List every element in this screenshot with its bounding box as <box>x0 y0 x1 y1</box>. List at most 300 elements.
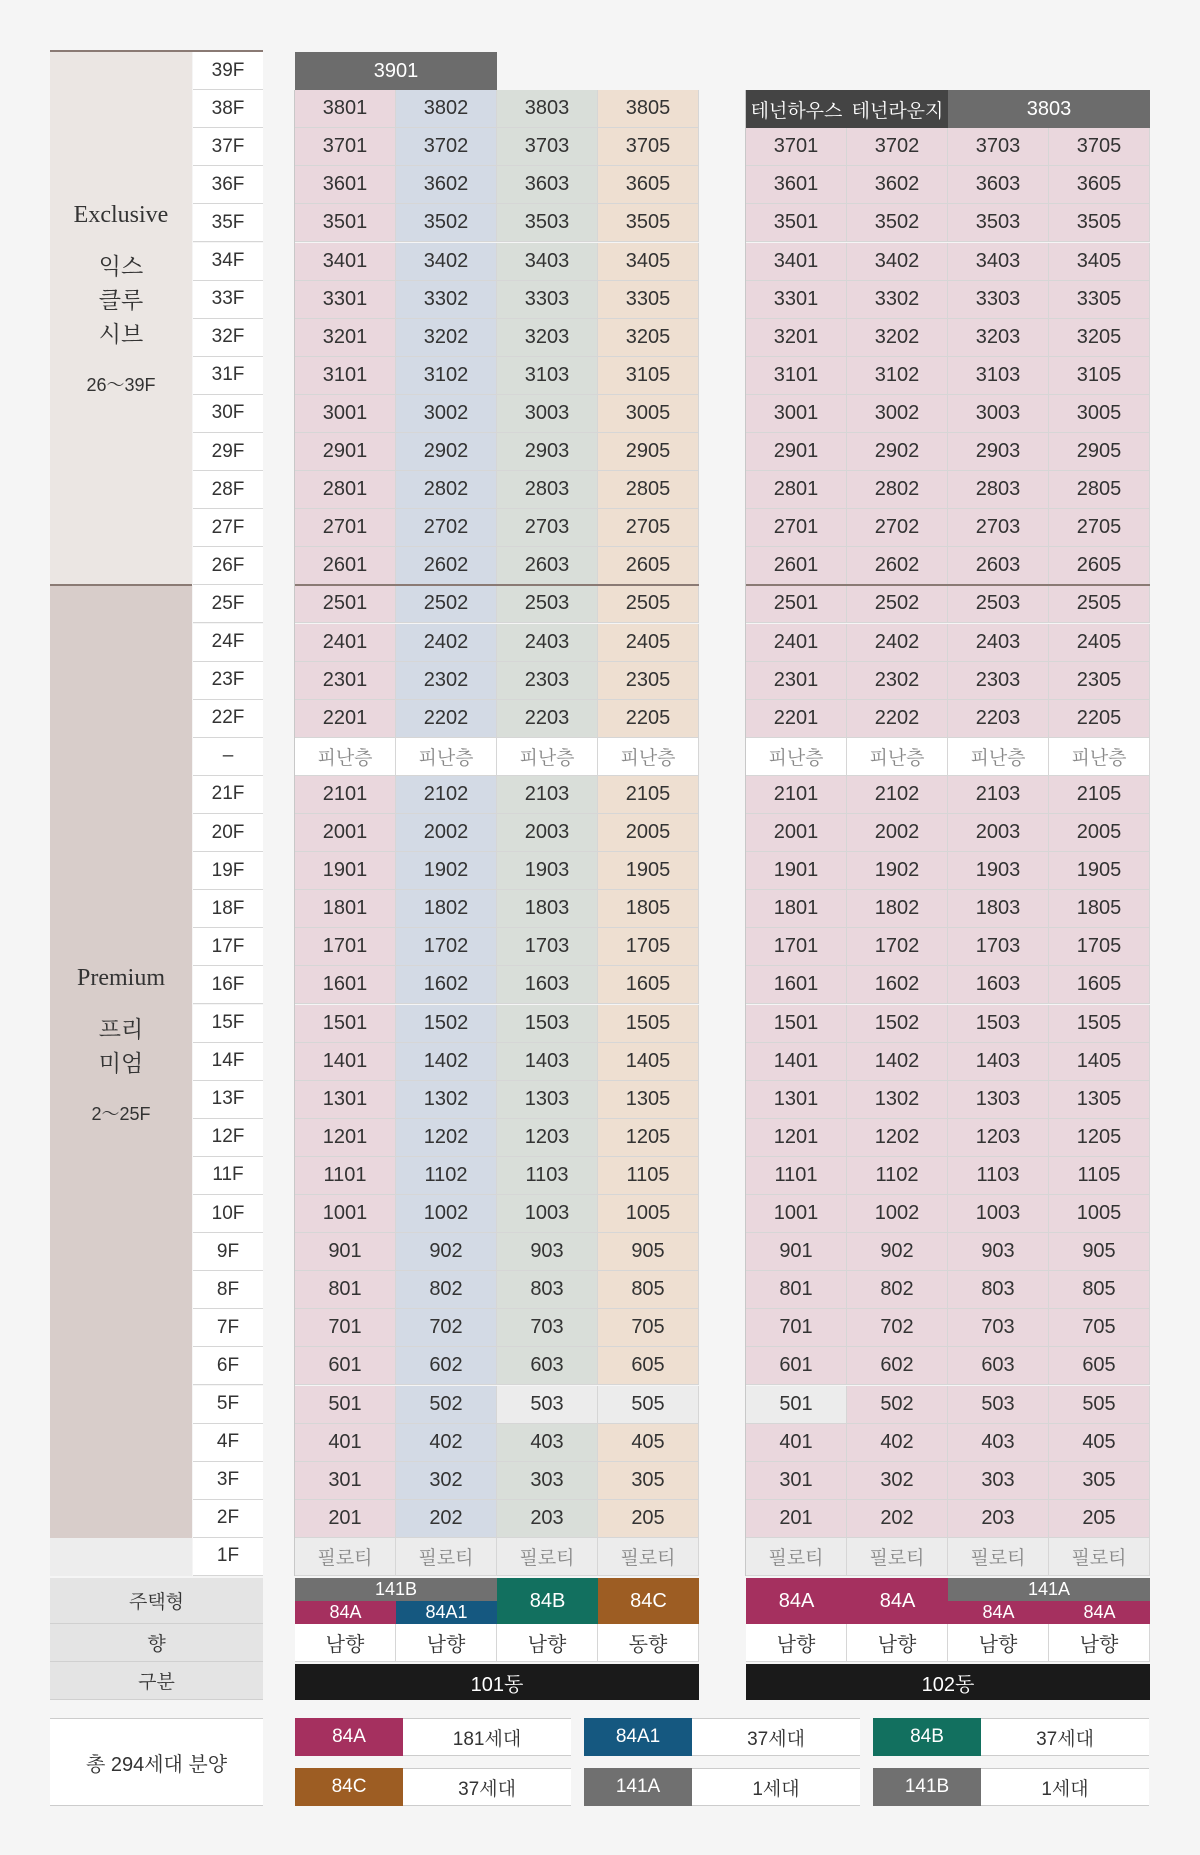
unit-cell: 705 <box>1049 1309 1150 1347</box>
unit-cell: 801 <box>746 1271 847 1309</box>
unit-cell: 3202 <box>396 319 497 357</box>
unit-cell: 2301 <box>746 662 847 700</box>
unit-cell: 701 <box>295 1309 396 1347</box>
floor-label: 15F <box>193 1005 263 1043</box>
unit-cell: 1601 <box>295 966 396 1004</box>
direction-cell: 남향 <box>847 1624 948 1662</box>
unit-cell: 2301 <box>295 662 396 700</box>
unit-cell: 302 <box>396 1462 497 1500</box>
unit-cell: 1302 <box>396 1081 497 1119</box>
unit-cell: 3703 <box>497 128 598 166</box>
unit-cell: 1001 <box>746 1195 847 1233</box>
unit-cell: 1101 <box>746 1157 847 1195</box>
unit-cell: 1705 <box>598 928 699 966</box>
legend-count-84C: 37세대 <box>403 1768 571 1806</box>
legend-type-84A1: 84A1 <box>584 1718 692 1756</box>
unit-cell: 2203 <box>948 700 1049 738</box>
unit-cell: 3602 <box>396 166 497 204</box>
floor-label: 8F <box>193 1271 263 1309</box>
unit-cell: 2502 <box>396 585 497 623</box>
unit-cell: 1401 <box>295 1043 396 1081</box>
type-141A: 141A <box>948 1578 1150 1601</box>
unit-cell: 3805 <box>598 90 699 128</box>
unit-cell: 1402 <box>847 1043 948 1081</box>
unit-cell: 1703 <box>948 928 1049 966</box>
unit-cell: 2305 <box>1049 662 1150 700</box>
unit-cell: 1703 <box>497 928 598 966</box>
unit-cell: 3103 <box>497 357 598 395</box>
unit-cell: 2901 <box>746 433 847 471</box>
unit-cell: 3703 <box>948 128 1049 166</box>
unit-cell: 2603 <box>948 547 1049 585</box>
unit-cell: 3203 <box>497 319 598 357</box>
unit-cell: 301 <box>295 1462 396 1500</box>
unit-cell: 3603 <box>497 166 598 204</box>
legend-count-141B: 1세대 <box>981 1768 1149 1806</box>
unit-cell: 1605 <box>1049 966 1150 1004</box>
floor-label: 38F <box>193 90 263 128</box>
type-84C: 84C <box>598 1578 699 1624</box>
unit-cell: 805 <box>1049 1271 1150 1309</box>
unit-cell: 3005 <box>1049 395 1150 433</box>
unit-cell: 1801 <box>746 890 847 928</box>
building-name-b102: 102동 <box>746 1664 1150 1700</box>
unit-cell: 403 <box>497 1424 598 1462</box>
unit-cell: 2502 <box>847 585 948 623</box>
unit-cell: 202 <box>396 1500 497 1538</box>
unit-cell: 1702 <box>847 928 948 966</box>
unit-cell: 3503 <box>497 204 598 242</box>
floor-label: 23F <box>193 662 263 700</box>
unit-cell: 905 <box>598 1233 699 1271</box>
section-exclusive <box>50 52 192 585</box>
unit-cell: 301 <box>746 1462 847 1500</box>
unit-cell: 501 <box>295 1386 396 1424</box>
unit-cell: 3405 <box>1049 243 1150 281</box>
unit-cell: 2803 <box>948 471 1049 509</box>
unit-cell: 2101 <box>295 776 396 814</box>
unit-cell: 3802 <box>396 90 497 128</box>
unit-cell: 1205 <box>1049 1119 1150 1157</box>
piloti-cell: 필로티 <box>948 1538 1049 1576</box>
floor-label: 5F <box>193 1386 263 1424</box>
section-floor-range: 26～39F <box>86 375 156 395</box>
floor-label: 19F <box>193 852 263 890</box>
unit-cell: 3401 <box>295 243 396 281</box>
unit-cell: 1801 <box>295 890 396 928</box>
floor-label: 10F <box>193 1195 263 1233</box>
section-title-en: Exclusive <box>73 202 169 228</box>
unit-cell: 2902 <box>396 433 497 471</box>
unit-cell: 2902 <box>847 433 948 471</box>
unit-cell: 2802 <box>396 471 497 509</box>
unit-cell: 2001 <box>746 814 847 852</box>
unit-cell: 1603 <box>497 966 598 1004</box>
unit-cell: 2003 <box>497 814 598 852</box>
unit-3803-102: 3803 <box>948 90 1150 128</box>
unit-cell: 2201 <box>295 700 396 738</box>
unit-cell: 1505 <box>598 1005 699 1043</box>
section-title-ko <box>99 1012 143 1080</box>
unit-cell: 1902 <box>396 852 497 890</box>
floor-label: 26F <box>193 547 263 585</box>
floor-label: 35F <box>193 204 263 242</box>
floor-label: 36F <box>193 166 263 204</box>
unit-cell: 2305 <box>598 662 699 700</box>
floor-label: 28F <box>193 471 263 509</box>
unit-cell: 3105 <box>598 357 699 395</box>
floor-label: 1F <box>193 1538 263 1576</box>
unit-cell: 3402 <box>396 243 497 281</box>
unit-cell: 502 <box>847 1386 948 1424</box>
unit-cell: 3003 <box>497 395 598 433</box>
unit-cell: 3403 <box>948 243 1049 281</box>
unit-cell: 3605 <box>1049 166 1150 204</box>
unit-cell: 2003 <box>948 814 1049 852</box>
legend-count-84B: 37세대 <box>981 1718 1149 1756</box>
unit-cell: 1901 <box>295 852 396 890</box>
section-title-en: Premium <box>77 965 165 992</box>
unit-cell: 3103 <box>948 357 1049 395</box>
unit-cell: 1203 <box>948 1119 1049 1157</box>
unit-cell: 1902 <box>847 852 948 890</box>
unit-cell: 903 <box>497 1233 598 1271</box>
unit-cell: 602 <box>396 1347 497 1385</box>
unit-cell: 1403 <box>497 1043 598 1081</box>
type-84A: 84A <box>295 1601 396 1624</box>
section-divider <box>50 584 192 586</box>
unit-cell: 1103 <box>948 1157 1049 1195</box>
unit-cell: 902 <box>847 1233 948 1271</box>
unit-cell: 3801 <box>295 90 396 128</box>
unit-cell: 603 <box>948 1347 1049 1385</box>
unit-cell: 3502 <box>396 204 497 242</box>
unit-cell: 705 <box>598 1309 699 1347</box>
floor-label: 20F <box>193 814 263 852</box>
unit-cell: 1701 <box>746 928 847 966</box>
legend-type-84A: 84A <box>295 1718 403 1756</box>
refuge-floor-cell: 피난층 <box>396 738 497 776</box>
unit-cell: 305 <box>1049 1462 1150 1500</box>
unit-cell: 2903 <box>948 433 1049 471</box>
unit-cell: 2101 <box>746 776 847 814</box>
type-84A: 84A <box>847 1578 948 1624</box>
row-label-direction: 향 <box>50 1624 263 1662</box>
unit-cell: 2701 <box>295 509 396 547</box>
unit-cell: 2701 <box>746 509 847 547</box>
row-label-type: 주택형 <box>50 1578 263 1624</box>
unit-cell: 501 <box>746 1386 847 1424</box>
unit-cell: 601 <box>295 1347 396 1385</box>
unit-cell: 803 <box>497 1271 598 1309</box>
unit-cell: 802 <box>847 1271 948 1309</box>
direction-cell: 남향 <box>497 1624 598 1662</box>
unit-cell: 2805 <box>598 471 699 509</box>
unit-cell: 2802 <box>847 471 948 509</box>
floor-label: 3F <box>193 1462 263 1500</box>
floor-label: 16F <box>193 966 263 1004</box>
piloti-cell: 필로티 <box>295 1538 396 1576</box>
unit-cell: 2602 <box>847 547 948 585</box>
floor-label: 6F <box>193 1347 263 1385</box>
unit-cell: 3602 <box>847 166 948 204</box>
unit-cell: 2705 <box>598 509 699 547</box>
unit-cell: 205 <box>598 1500 699 1538</box>
refuge-floor-cell: 피난층 <box>598 738 699 776</box>
unit-cell: 2503 <box>948 585 1049 623</box>
unit-cell: 3302 <box>847 281 948 319</box>
unit-cell: 1802 <box>847 890 948 928</box>
unit-cell: 1205 <box>598 1119 699 1157</box>
unit-cell: 2203 <box>497 700 598 738</box>
unit-cell: 1901 <box>746 852 847 890</box>
unit-cell: 1302 <box>847 1081 948 1119</box>
piloti-cell: 필로티 <box>847 1538 948 1576</box>
unit-cell: 505 <box>1049 1386 1150 1424</box>
unit-cell: 3002 <box>396 395 497 433</box>
unit-cell: 201 <box>746 1500 847 1538</box>
unit-cell: 3505 <box>598 204 699 242</box>
refuge-floor-cell: 피난층 <box>847 738 948 776</box>
unit-cell: 1802 <box>396 890 497 928</box>
unit-cell: 902 <box>396 1233 497 1271</box>
unit-cell: 1003 <box>497 1195 598 1233</box>
unit-cell: 405 <box>1049 1424 1150 1462</box>
unit-cell: 3303 <box>948 281 1049 319</box>
unit-cell: 2702 <box>847 509 948 547</box>
unit-cell: 2805 <box>1049 471 1150 509</box>
unit-cell: 2601 <box>746 547 847 585</box>
floor-label: 37F <box>193 128 263 166</box>
unit-cell: 2303 <box>497 662 598 700</box>
unit-cell: 901 <box>746 1233 847 1271</box>
unit-cell: 1602 <box>396 966 497 1004</box>
unit-cell: 401 <box>295 1424 396 1462</box>
unit-cell: 3505 <box>1049 204 1150 242</box>
unit-cell: 3203 <box>948 319 1049 357</box>
unit-cell: 402 <box>847 1424 948 1462</box>
refuge-floor-cell: 피난층 <box>1049 738 1150 776</box>
unit-cell: 1202 <box>396 1119 497 1157</box>
unit-cell: 2703 <box>497 509 598 547</box>
unit-cell: 703 <box>497 1309 598 1347</box>
unit-cell: 3305 <box>598 281 699 319</box>
unit-cell: 3201 <box>295 319 396 357</box>
unit-cell: 3401 <box>746 243 847 281</box>
unit-cell: 2102 <box>847 776 948 814</box>
unit-cell: 3402 <box>847 243 948 281</box>
unit-cell: 2803 <box>497 471 598 509</box>
unit-cell: 1301 <box>746 1081 847 1119</box>
unit-cell: 203 <box>948 1500 1049 1538</box>
unit-cell: 2505 <box>1049 585 1150 623</box>
unit-cell: 3403 <box>497 243 598 281</box>
floor-label: 21F <box>193 776 263 814</box>
unit-cell: 1501 <box>295 1005 396 1043</box>
unit-cell: 1501 <box>746 1005 847 1043</box>
unit-cell: 702 <box>847 1309 948 1347</box>
unit-cell: 205 <box>1049 1500 1150 1538</box>
floor-label: 18F <box>193 890 263 928</box>
unit-cell: 3501 <box>295 204 396 242</box>
unit-cell: 605 <box>598 1347 699 1385</box>
unit-cell: 1905 <box>1049 852 1150 890</box>
legend-count-84A: 181세대 <box>403 1718 571 1756</box>
unit-cell: 2405 <box>1049 624 1150 662</box>
unit-cell: 2705 <box>1049 509 1150 547</box>
unit-cell: 3803 <box>497 90 598 128</box>
unit-cell: 3202 <box>847 319 948 357</box>
unit-cell: 2103 <box>497 776 598 814</box>
unit-cell: 2801 <box>746 471 847 509</box>
type-84B: 84B <box>497 1578 598 1624</box>
unit-cell: 1105 <box>1049 1157 1150 1195</box>
unit-cell: 2501 <box>295 585 396 623</box>
type-84A: 84A <box>1049 1601 1150 1624</box>
section-premium <box>50 585 192 1538</box>
legend-count-141A: 1세대 <box>692 1768 860 1806</box>
unit-cell: 2201 <box>746 700 847 738</box>
unit-cell: 1005 <box>598 1195 699 1233</box>
section-title-ko <box>99 249 143 351</box>
unit-cell: 1505 <box>1049 1005 1150 1043</box>
unit-cell: 1001 <box>295 1195 396 1233</box>
floor-label: 7F <box>193 1309 263 1347</box>
unit-cell: 1005 <box>1049 1195 1150 1233</box>
unit-cell: 3302 <box>396 281 497 319</box>
floor-label: 29F <box>193 433 263 471</box>
unit-cell: 3005 <box>598 395 699 433</box>
legend-type-141B: 141B <box>873 1768 981 1806</box>
unit-cell: 1805 <box>1049 890 1150 928</box>
unit-cell: 3002 <box>847 395 948 433</box>
unit-cell: 1405 <box>598 1043 699 1081</box>
floor-label: 4F <box>193 1424 263 1462</box>
unit-cell: 3405 <box>598 243 699 281</box>
unit-cell: 2905 <box>598 433 699 471</box>
floor-label: 30F <box>193 395 263 433</box>
refuge-floor-cell: 피난층 <box>948 738 1049 776</box>
unit-cell: 3102 <box>396 357 497 395</box>
unit-cell: 2002 <box>847 814 948 852</box>
unit-cell: 602 <box>847 1347 948 1385</box>
unit-cell: 2103 <box>948 776 1049 814</box>
building-left-rule <box>294 90 295 1576</box>
unit-cell: 2401 <box>746 624 847 662</box>
piloti-cell: 필로티 <box>598 1538 699 1576</box>
legend-type-84C: 84C <box>295 1768 403 1806</box>
unit-cell: 1203 <box>497 1119 598 1157</box>
unit-cell: 2303 <box>948 662 1049 700</box>
floor-label: 34F <box>193 243 263 281</box>
floor-label: 13F <box>193 1081 263 1119</box>
unit-cell: 1605 <box>598 966 699 1004</box>
unit-cell: 305 <box>598 1462 699 1500</box>
unit-cell: 3601 <box>295 166 396 204</box>
unit-cell: 3101 <box>295 357 396 395</box>
unit-cell: 1105 <box>598 1157 699 1195</box>
unit-cell: 302 <box>847 1462 948 1500</box>
unit-cell: 1402 <box>396 1043 497 1081</box>
unit-cell: 3303 <box>497 281 598 319</box>
unit-cell: 2202 <box>396 700 497 738</box>
unit-cell: 1305 <box>598 1081 699 1119</box>
unit-cell: 2005 <box>1049 814 1150 852</box>
section-title-ko-line: 프리 <box>98 1016 144 1043</box>
unit-cell: 2602 <box>396 547 497 585</box>
unit-cell: 401 <box>746 1424 847 1462</box>
unit-cell: 2905 <box>1049 433 1150 471</box>
tenant-lounge-label: 테넌라운지 <box>847 90 948 128</box>
unit-cell: 3001 <box>746 395 847 433</box>
unit-cell: 1002 <box>847 1195 948 1233</box>
unit-cell: 905 <box>1049 1233 1150 1271</box>
unit-cell: 703 <box>948 1309 1049 1347</box>
unit-cell: 1102 <box>396 1157 497 1195</box>
unit-cell: 903 <box>948 1233 1049 1271</box>
unit-cell: 1805 <box>598 890 699 928</box>
unit-cell: 2503 <box>497 585 598 623</box>
unit-cell: 1405 <box>1049 1043 1150 1081</box>
unit-cell: 1102 <box>847 1157 948 1195</box>
floor-label: 9F <box>193 1233 263 1271</box>
unit-cell: 2403 <box>497 624 598 662</box>
unit-cell: 2401 <box>295 624 396 662</box>
unit-cell: 2405 <box>598 624 699 662</box>
unit-cell: 3702 <box>847 128 948 166</box>
legend-count-84A1: 37세대 <box>692 1718 860 1756</box>
penthouse-3901: 3901 <box>295 52 497 90</box>
unit-cell: 803 <box>948 1271 1049 1309</box>
unit-cell: 2402 <box>847 624 948 662</box>
unit-cell: 3503 <box>948 204 1049 242</box>
unit-cell: 505 <box>598 1386 699 1424</box>
unit-cell: 701 <box>746 1309 847 1347</box>
unit-cell: 2205 <box>598 700 699 738</box>
direction-cell: 동향 <box>598 1624 699 1662</box>
unit-cell: 2202 <box>847 700 948 738</box>
piloti-cell: 필로티 <box>497 1538 598 1576</box>
type-141B: 141B <box>295 1578 497 1601</box>
direction-cell: 남향 <box>1049 1624 1150 1662</box>
refuge-floor-cell: 피난층 <box>746 738 847 776</box>
unit-cell: 3502 <box>847 204 948 242</box>
unit-cell: 3605 <box>598 166 699 204</box>
unit-cell: 402 <box>396 1424 497 1462</box>
building-section-divider <box>746 584 1150 586</box>
unit-cell: 1803 <box>497 890 598 928</box>
floor-label: 12F <box>193 1119 263 1157</box>
unit-cell: 1702 <box>396 928 497 966</box>
unit-cell: 1503 <box>948 1005 1049 1043</box>
unit-cell: 3705 <box>598 128 699 166</box>
unit-cell: 1903 <box>948 852 1049 890</box>
unit-cell: 1601 <box>746 966 847 1004</box>
section-floor-range: 2～25F <box>91 1104 151 1125</box>
section-title-ko-line: 시브 <box>98 321 144 347</box>
floor-label: 24F <box>193 624 263 662</box>
unit-cell: 3105 <box>1049 357 1150 395</box>
unit-cell: 2105 <box>598 776 699 814</box>
unit-cell: 1201 <box>295 1119 396 1157</box>
unit-cell: 2801 <box>295 471 396 509</box>
unit-cell: 3301 <box>746 281 847 319</box>
unit-cell: 1502 <box>396 1005 497 1043</box>
floor-label: 31F <box>193 357 263 395</box>
unit-cell: 2702 <box>396 509 497 547</box>
unit-cell: 2302 <box>847 662 948 700</box>
unit-cell: 901 <box>295 1233 396 1271</box>
